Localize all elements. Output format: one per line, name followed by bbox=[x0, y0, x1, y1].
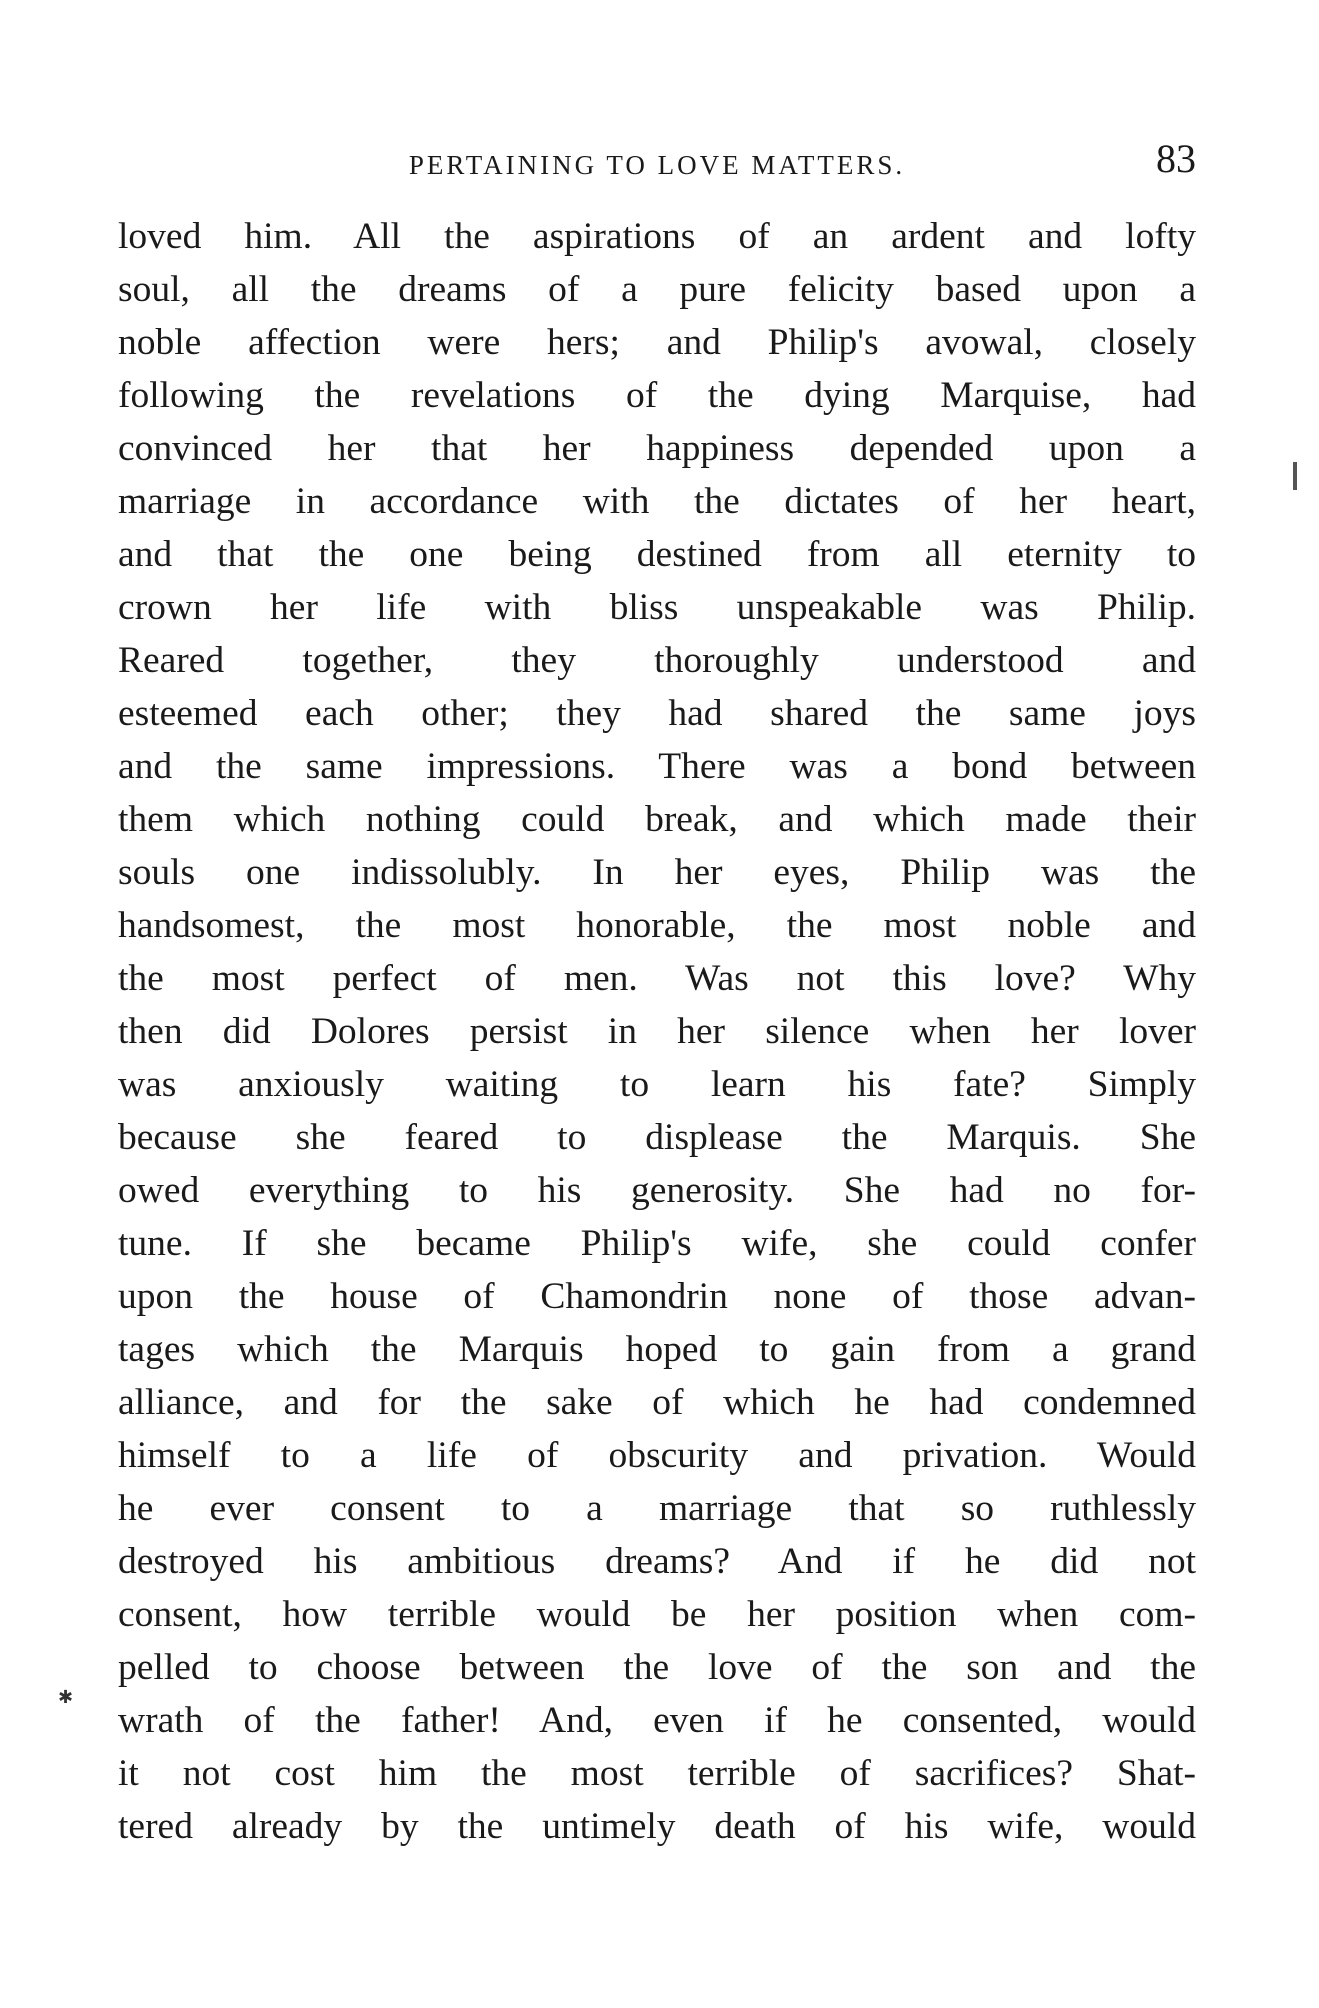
text-line: souls one indissolubly. In her eyes, Philip was the bbox=[118, 852, 1196, 893]
text-line: wrath of the father! And, even if he consented, would bbox=[118, 1700, 1196, 1741]
text-line: tune. If she became Philip's wife, she could confer bbox=[118, 1223, 1196, 1264]
text-line: esteemed each other; they had shared the same joys bbox=[118, 693, 1196, 734]
text-line: upon the house of Chamondrin none of those advan- bbox=[118, 1276, 1196, 1317]
text-line: them which nothing could break, and which made their bbox=[118, 799, 1196, 840]
text-line: it not cost him the most terrible of sacrifices? Shat- bbox=[118, 1753, 1196, 1794]
text-line: noble affection were hers; and Philip's avowal, closely bbox=[118, 322, 1196, 363]
text-line: and that the one being destined from all eternity to bbox=[118, 534, 1196, 575]
text-line: and the same impressions. There was a bond between bbox=[118, 746, 1196, 787]
text-line: himself to a life of obscurity and privation. Would bbox=[118, 1435, 1196, 1476]
text-line: he ever consent to a marriage that so ruthlessly bbox=[118, 1488, 1196, 1529]
text-line: crown her life with bliss unspeakable was Philip. bbox=[118, 587, 1196, 628]
body-text bbox=[118, 210, 1196, 1853]
running-title: PERTAINING TO LOVE MATTERS. bbox=[408, 150, 906, 180]
text-line: soul, all the dreams of a pure felicity based upon a bbox=[118, 269, 1196, 310]
running-head bbox=[118, 136, 1196, 185]
text-line: pelled to choose between the love of the son and the bbox=[118, 1647, 1196, 1688]
text-line: alliance, and for the sake of which he had condemned bbox=[118, 1382, 1196, 1423]
margin-ink-speck: ✱ bbox=[58, 1687, 74, 1707]
text-line: destroyed his ambitious dreams? And if he did not bbox=[118, 1541, 1196, 1582]
text-line: loved him. All the aspirations of an ardent and lofty bbox=[118, 216, 1196, 257]
text-line: then did Dolores persist in her silence when her lover bbox=[118, 1011, 1196, 1052]
text-line: tered already by the untimely death of his wife, would bbox=[118, 1806, 1196, 1847]
margin-ink-mark bbox=[1293, 462, 1297, 490]
text-line: Reared together, they thoroughly understood and bbox=[118, 640, 1196, 681]
text-line: marriage in accordance with the dictates of her heart, bbox=[118, 481, 1196, 522]
text-line: convinced her that her happiness depended upon a bbox=[118, 428, 1196, 469]
text-line: the most perfect of men. Was not this love? Why bbox=[118, 958, 1196, 999]
text-line: was anxiously waiting to learn his fate? Simply bbox=[118, 1064, 1196, 1105]
text-line: handsomest, the most honorable, the most noble and bbox=[118, 905, 1196, 946]
text-line: consent, how terrible would be her position when com- bbox=[118, 1594, 1196, 1635]
text-line: following the revelations of the dying Marquise, had bbox=[118, 375, 1196, 416]
text-line: because she feared to displease the Marquis. She bbox=[118, 1117, 1196, 1158]
text-line: tages which the Marquis hoped to gain from a grand bbox=[118, 1329, 1196, 1370]
page-number: 83 bbox=[1156, 136, 1196, 181]
text-line: owed everything to his generosity. She had no for- bbox=[118, 1170, 1196, 1211]
